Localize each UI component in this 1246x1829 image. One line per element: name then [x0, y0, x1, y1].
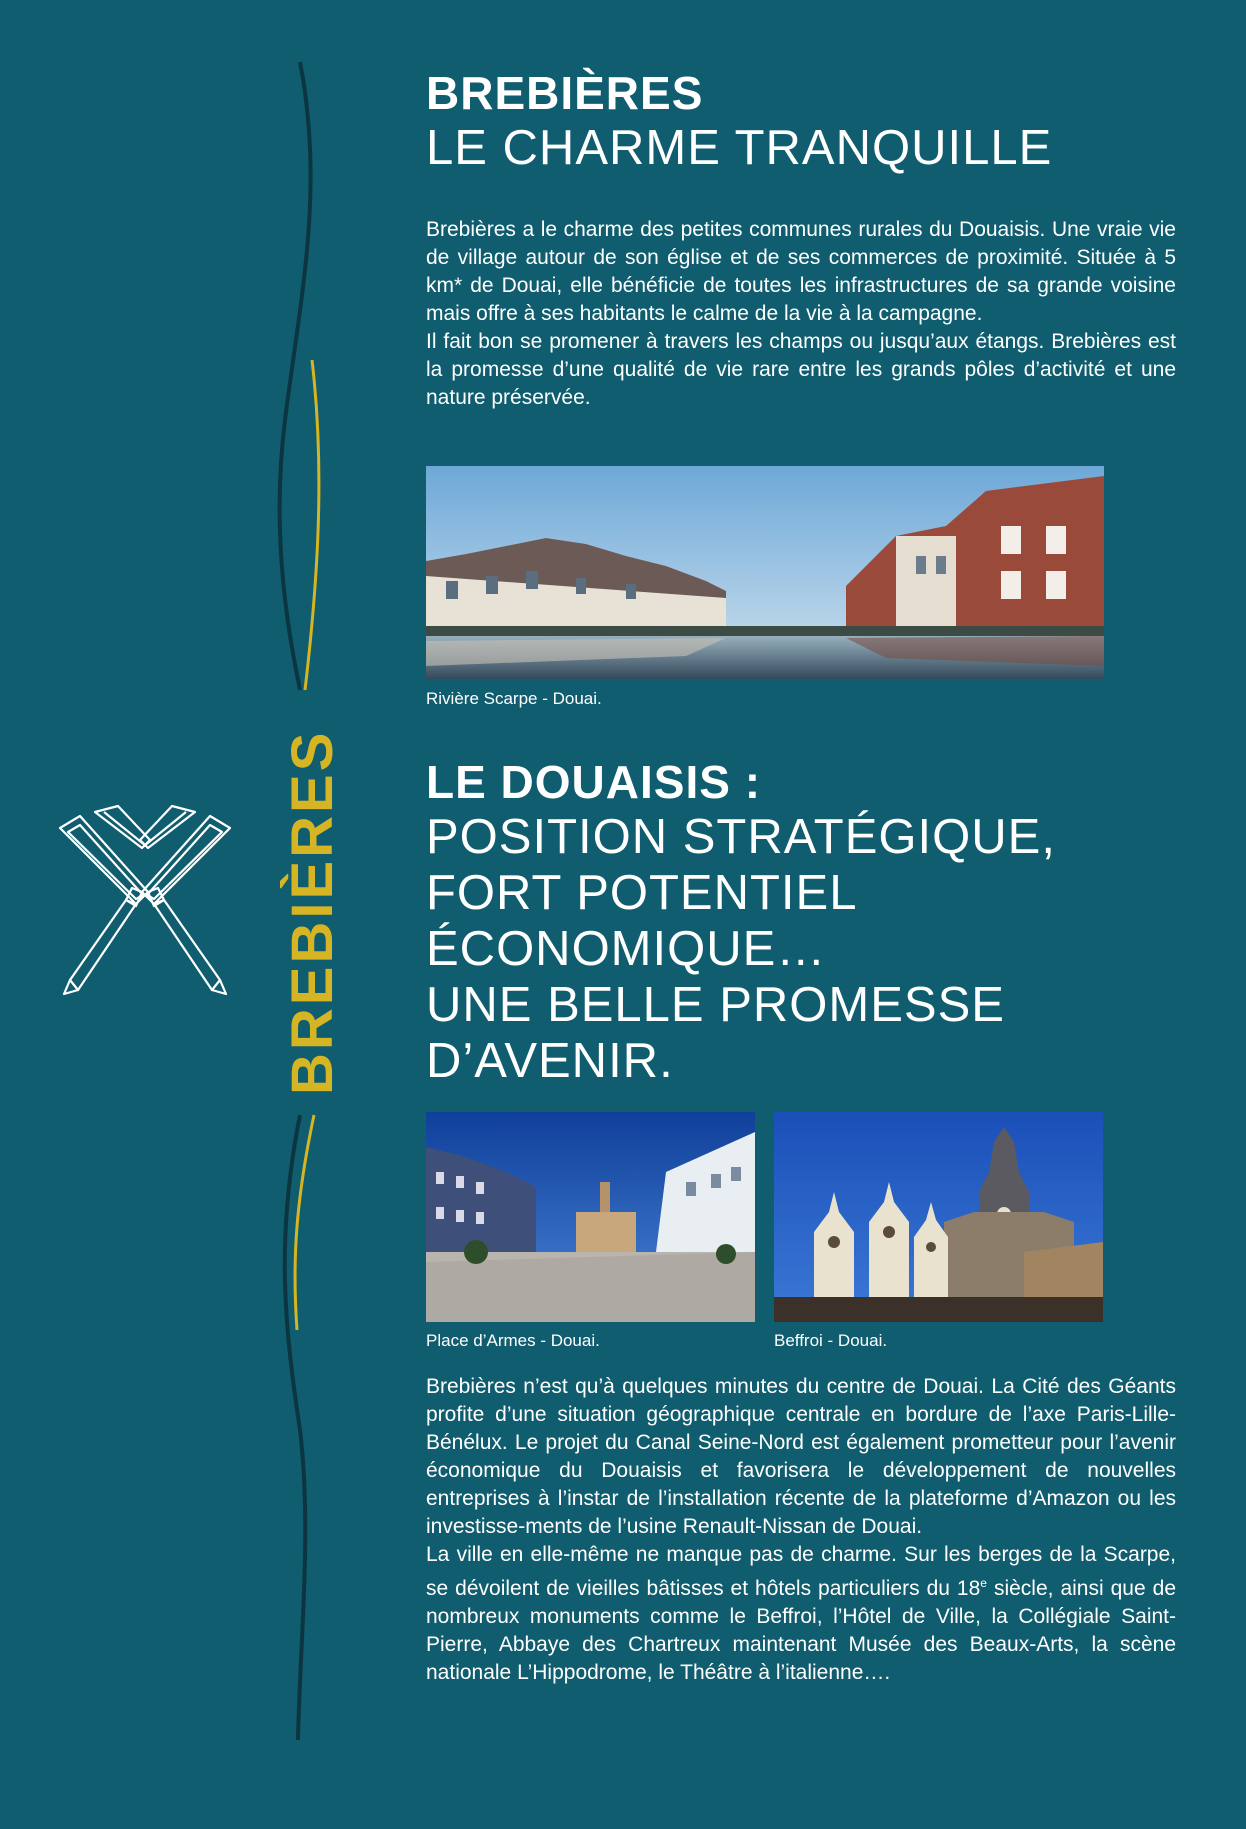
douaisis-title-line-5: D’AVENIR. [426, 1034, 674, 1088]
century-superscript: e [980, 1576, 987, 1590]
section-intro-title [426, 66, 1176, 176]
douaisis-title-line-2: FORT POTENTIEL [426, 866, 858, 920]
title-subtitle: LE CHARME TRANQUILLE [426, 121, 1053, 175]
caption-riviere-scarpe: Rivière Scarpe - Douai. [426, 689, 602, 708]
douaisis-paragraph-1: Brebières n’est qu’à quelques minutes du centre de Douai. La Cité des Géants profite d’une situation géographique centrale en bordure de l’axe Paris-Lille-Bénélux. Le projet du Canal Seine-Nord est également prometteur pour l’avenir économique du Douaisis et favorisera le développement de nouvelles entreprises à l’instar de l’installation récente de la plateforme d’Amazon ou les investisse-ments de l’usine Renault-Nissan de Douai. [426, 1375, 1176, 1538]
intro-paragraph-1: Brebières a le charme des petites communes rurales du Douaisis. Une vraie vie de village autour de son église et de ses commerces de proximité. Située à 5 km* de Douai, elle bénéficie de toutes les infrastructures de sa grande voisine mais offre à ses habitants le calme de la vie à la campagne. [426, 218, 1176, 325]
douaisis-title-line-4: UNE BELLE PROMESSE [426, 978, 1005, 1032]
title-bold: BREBIÈRES [426, 67, 704, 119]
douaisis-paragraph-2 [426, 1541, 1176, 1687]
douaisis-title-bold: LE DOUAISIS : [426, 756, 762, 808]
caption-place-darmes: Place d’Armes - Douai. [426, 1331, 600, 1350]
photo-place-darmes [426, 1112, 755, 1322]
photo-beffroi-block [774, 1112, 1103, 1352]
douaisis-paragraph-2-start: La ville en elle-même ne manque pas de charme. Sur les berges de la Scarpe, se dévoilent de vieilles bâtisses et hôtels particuliers du 18 [426, 1543, 1176, 1600]
photo-beffroi [774, 1112, 1103, 1322]
douaisis-title-line-1: POSITION STRATÉGIQUE, [426, 810, 1056, 864]
caption-beffroi: Beffroi - Douai. [774, 1331, 888, 1350]
intro-paragraph-2: Il fait bon se promener à travers les champs ou jusqu’aux étangs. Brebières est la promesse d’une qualité de vie rare entre les grands pôles d’activité et une nature préservée. [426, 330, 1176, 409]
section-douaisis [426, 755, 1176, 1089]
douaisis-title-line-3: ÉCONOMIQUE… [426, 922, 827, 976]
section-douaisis-title [426, 755, 1176, 1089]
photo-place-darmes-block [426, 1112, 755, 1352]
photo-riviere-scarpe [426, 466, 1104, 679]
douaisis-paragraph-2-end: siècle, ainsi que de nombreux monuments comme le Beffroi, l’Hôtel de Ville, la Collégiale Saint-Pierre, Abbaye des Chartreux maintenant Musée des Beaux-Arts, la scène nationale L’Hippodrome, le Théâtre à l’italienne…. [426, 1577, 1176, 1684]
section-intro [426, 66, 1176, 412]
photos-row [426, 1112, 1103, 1352]
crossed-shovels-icon [0, 0, 240, 1000]
vertical-title: BREBIÈRES [280, 729, 345, 1095]
douaisis-text [426, 1373, 1176, 1687]
